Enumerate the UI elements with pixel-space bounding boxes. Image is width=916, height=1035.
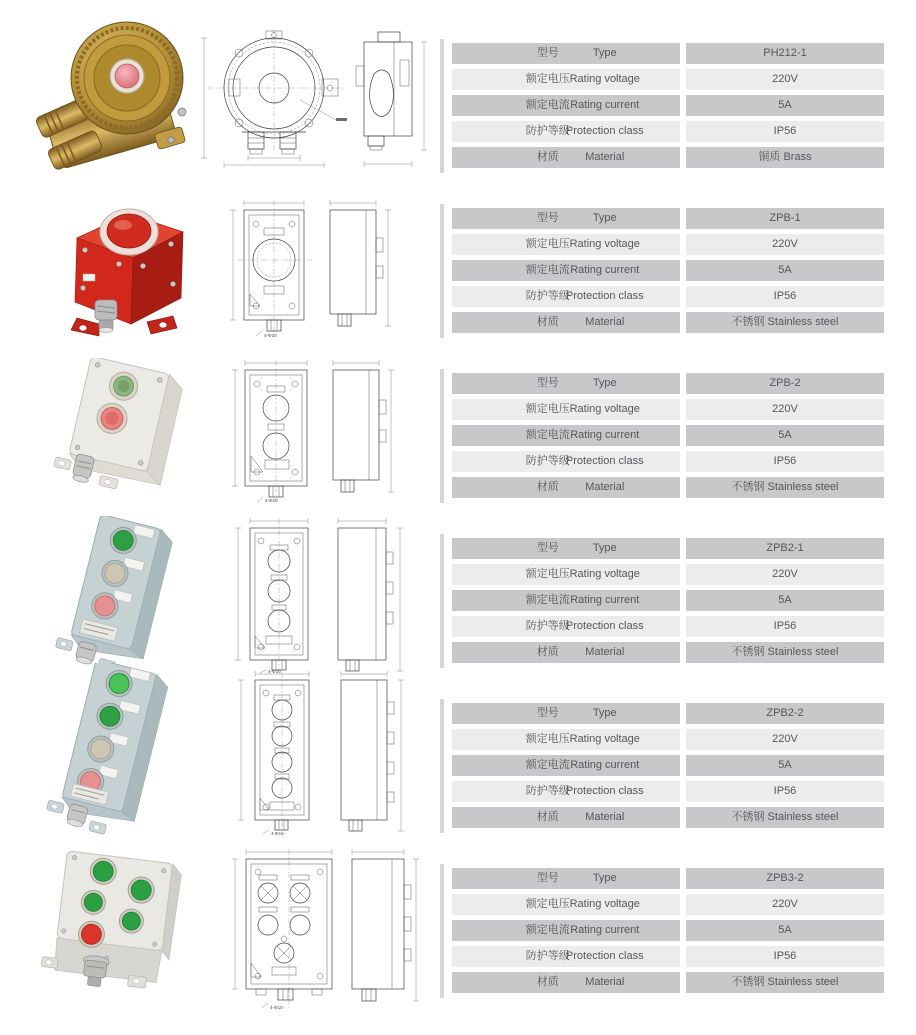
spec-value: PH212-1 — [686, 43, 884, 64]
brass-pushbutton-illustration — [30, 18, 205, 176]
side-view — [356, 32, 427, 167]
white-two-button-illustration — [48, 358, 190, 504]
spec-label-cn: 防护等级 — [525, 785, 570, 797]
spec-value: 不锈钢 Stainless steel — [686, 972, 884, 993]
spec-label-en: Rating voltage — [569, 238, 640, 250]
spec-label-en: Type — [592, 542, 617, 554]
spec-label-cn: 额定电流 — [525, 429, 570, 441]
spec-label-cell — [452, 642, 680, 663]
front-view — [230, 200, 312, 338]
spec-label-cell — [452, 373, 680, 394]
product-photo-ph212-1 — [30, 18, 205, 176]
spec-label-cn: 材质 — [536, 151, 559, 163]
spec-label-cn: 额定电压 — [525, 568, 570, 580]
spec-label-en: Rating voltage — [569, 568, 640, 580]
spec-label-cell — [452, 477, 680, 498]
spec-label-cn: 防护等级 — [525, 620, 570, 632]
spec-label-cell — [452, 868, 680, 889]
spec-label-cell — [452, 208, 680, 229]
technical-drawing-zpb2-1 — [230, 514, 422, 674]
spec-label-en: Rating current — [570, 759, 640, 771]
spec-value: ZPB3-2 — [686, 868, 884, 889]
spec-label-cell — [452, 972, 680, 993]
spec-label-cell — [452, 946, 680, 967]
spec-label-cell — [452, 425, 680, 446]
spec-value: 220V — [686, 399, 884, 420]
spec-label-cn: 防护等级 — [525, 125, 570, 137]
spec-label-cell — [452, 755, 680, 776]
spec-value: 220V — [686, 234, 884, 255]
bluegray-three-button-illustration — [40, 516, 190, 672]
spec-label-en: Protection class — [565, 785, 644, 797]
table-accent-bar — [440, 699, 444, 833]
spec-label-en: Rating current — [570, 264, 640, 276]
spec-label-en: Material — [585, 811, 625, 823]
spec-value: 5A — [686, 755, 884, 776]
table-accent-bar — [440, 864, 444, 998]
spec-label-cell — [452, 95, 680, 116]
spec-label-cn: 材质 — [536, 316, 559, 328]
spec-value: 220V — [686, 894, 884, 915]
spec-label-cell — [452, 538, 680, 559]
product-photo-zpb-1 — [55, 196, 195, 340]
white-five-button-illustration — [35, 847, 193, 999]
red-dome-button — [100, 209, 158, 255]
spec-value: 不锈钢 Stainless steel — [686, 642, 884, 663]
front-view — [201, 30, 347, 168]
side-view — [333, 360, 394, 492]
spec-label-cn: 型号 — [536, 707, 559, 719]
spec-value: 220V — [686, 564, 884, 585]
spec-label-cn: 材质 — [536, 811, 559, 823]
spec-label-cn: 额定电压 — [525, 403, 570, 415]
spec-label-cell — [452, 729, 680, 750]
spec-label-cell — [452, 286, 680, 307]
spec-label-en: Protection class — [565, 950, 644, 962]
spec-value: ZPB-1 — [686, 208, 884, 229]
product-photo-zpb3-2 — [35, 847, 193, 999]
table-accent-bar — [440, 204, 444, 338]
spec-label-cn: 额定电压 — [525, 238, 570, 250]
spec-label-cell — [452, 894, 680, 915]
label-plate — [83, 274, 95, 281]
spec-value: IP56 — [686, 121, 884, 142]
spec-label-en: Rating voltage — [569, 733, 640, 745]
spec-label-cn: 额定电流 — [525, 759, 570, 771]
spec-label-cell — [452, 451, 680, 472]
spec-label-cn: 型号 — [536, 47, 559, 59]
spec-value: 5A — [686, 425, 884, 446]
spec-label-cell — [452, 590, 680, 611]
spec-value: IP56 — [686, 781, 884, 802]
spec-value: IP56 — [686, 451, 884, 472]
spec-label-cell — [452, 399, 680, 420]
table-accent-bar — [440, 534, 444, 668]
spec-label-en: Type — [592, 212, 617, 224]
pink-button — [110, 59, 144, 93]
spec-label-cell — [452, 147, 680, 168]
spec-label-cn: 材质 — [536, 646, 559, 658]
spec-label-cn: 额定电压 — [525, 73, 570, 85]
technical-drawing-zpb-2 — [229, 356, 417, 503]
spec-label-cell — [452, 781, 680, 802]
spec-label-cell — [452, 703, 680, 724]
spec-label-en: Type — [592, 872, 617, 884]
spec-value: 铜质 Brass — [686, 147, 884, 168]
spec-label-cn: 额定电流 — [525, 264, 570, 276]
spec-value: 220V — [686, 729, 884, 750]
spec-label-cn: 型号 — [536, 212, 559, 224]
spec-value: 5A — [686, 920, 884, 941]
spec-label-cn: 防护等级 — [525, 950, 570, 962]
side-view — [341, 671, 404, 831]
side-view — [338, 518, 403, 671]
spec-label-cn: 材质 — [536, 481, 559, 493]
red-box-illustration — [55, 196, 195, 340]
side-view — [352, 849, 419, 1001]
technical-drawing-zpb2-2 — [233, 668, 423, 836]
spec-label-en: Material — [585, 976, 625, 988]
table-accent-bar — [440, 369, 444, 503]
spec-value: IP56 — [686, 946, 884, 967]
spec-value: 不锈钢 Stainless steel — [686, 477, 884, 498]
spec-value: 不锈钢 Stainless steel — [686, 312, 884, 333]
spec-label-en: Material — [585, 481, 625, 493]
technical-drawing-ph212-1 — [196, 26, 434, 171]
hole-callout: 4-Φ10 — [265, 498, 278, 503]
spec-label-cn: 型号 — [536, 542, 559, 554]
spec-label-cn: 额定电压 — [525, 733, 570, 745]
spec-value: 5A — [686, 260, 884, 281]
front-view — [238, 671, 309, 836]
spec-value: ZPB2-1 — [686, 538, 884, 559]
screw — [178, 108, 186, 116]
spec-label-cell — [452, 43, 680, 64]
spec-label-cn: 材质 — [536, 976, 559, 988]
spec-label-en: Material — [585, 646, 625, 658]
product-photo-zpb2-2 — [27, 663, 192, 835]
spec-label-en: Rating current — [570, 99, 640, 111]
bluegray-four-button-illustration — [27, 663, 192, 835]
spec-label-en: Rating current — [570, 594, 640, 606]
spec-label-cell — [452, 564, 680, 585]
spec-label-en: Material — [585, 316, 625, 328]
spec-label-cn: 型号 — [536, 377, 559, 389]
spec-label-cell — [452, 260, 680, 281]
spec-label-cn: 额定电流 — [525, 594, 570, 606]
spec-label-cell — [452, 69, 680, 90]
front-view — [232, 360, 307, 503]
spec-label-en: Type — [592, 47, 617, 59]
product-photo-zpb-2 — [48, 358, 190, 504]
spec-label-en: Protection class — [565, 455, 644, 467]
spec-label-cell — [452, 234, 680, 255]
spec-label-en: Rating current — [570, 429, 640, 441]
spec-value: IP56 — [686, 286, 884, 307]
hole-callout: 4-Φ10 — [271, 831, 284, 836]
front-view — [235, 518, 308, 674]
spec-value: 220V — [686, 69, 884, 90]
spec-label-en: Type — [592, 377, 617, 389]
spec-label-cell — [452, 121, 680, 142]
spec-value: ZPB2-2 — [686, 703, 884, 724]
spec-label-cn: 防护等级 — [525, 455, 570, 467]
hole-callout: 4-Φ10 — [270, 1005, 283, 1010]
technical-drawing-zpb-1 — [226, 194, 414, 338]
spec-value: IP56 — [686, 616, 884, 637]
hole-callout: 4-Φ10 — [264, 333, 277, 338]
spec-label-cell — [452, 312, 680, 333]
spec-label-cell — [452, 807, 680, 828]
product-photo-zpb2-1 — [40, 516, 190, 672]
spec-label-cell — [452, 920, 680, 941]
spec-label-cn: 型号 — [536, 872, 559, 884]
spec-value: 5A — [686, 95, 884, 116]
cable-gland — [80, 955, 109, 988]
spec-label-en: Rating voltage — [569, 73, 640, 85]
spec-label-en: Protection class — [565, 125, 644, 137]
spec-label-cn: 防护等级 — [525, 290, 570, 302]
spec-value: 5A — [686, 590, 884, 611]
spec-value: 不锈钢 Stainless steel — [686, 807, 884, 828]
spec-label-en: Rating voltage — [569, 403, 640, 415]
spec-label-en: Protection class — [565, 620, 644, 632]
spec-label-en: Type — [592, 707, 617, 719]
spec-label-en: Rating current — [570, 924, 640, 936]
technical-drawing-zpb3-2 — [228, 845, 422, 1011]
spec-label-en: Material — [585, 151, 625, 163]
spec-label-cn: 额定电压 — [525, 898, 570, 910]
spec-label-en: Protection class — [565, 290, 644, 302]
spec-value: ZPB-2 — [686, 373, 884, 394]
table-accent-bar — [440, 39, 444, 173]
spec-label-cn: 额定电流 — [525, 99, 570, 111]
spec-label-cn: 额定电流 — [525, 924, 570, 936]
spec-label-cell — [452, 616, 680, 637]
hole-callout: 4-Φ10 — [268, 669, 281, 674]
spec-label-en: Rating voltage — [569, 898, 640, 910]
side-view — [330, 200, 391, 326]
front-view — [232, 849, 332, 1010]
